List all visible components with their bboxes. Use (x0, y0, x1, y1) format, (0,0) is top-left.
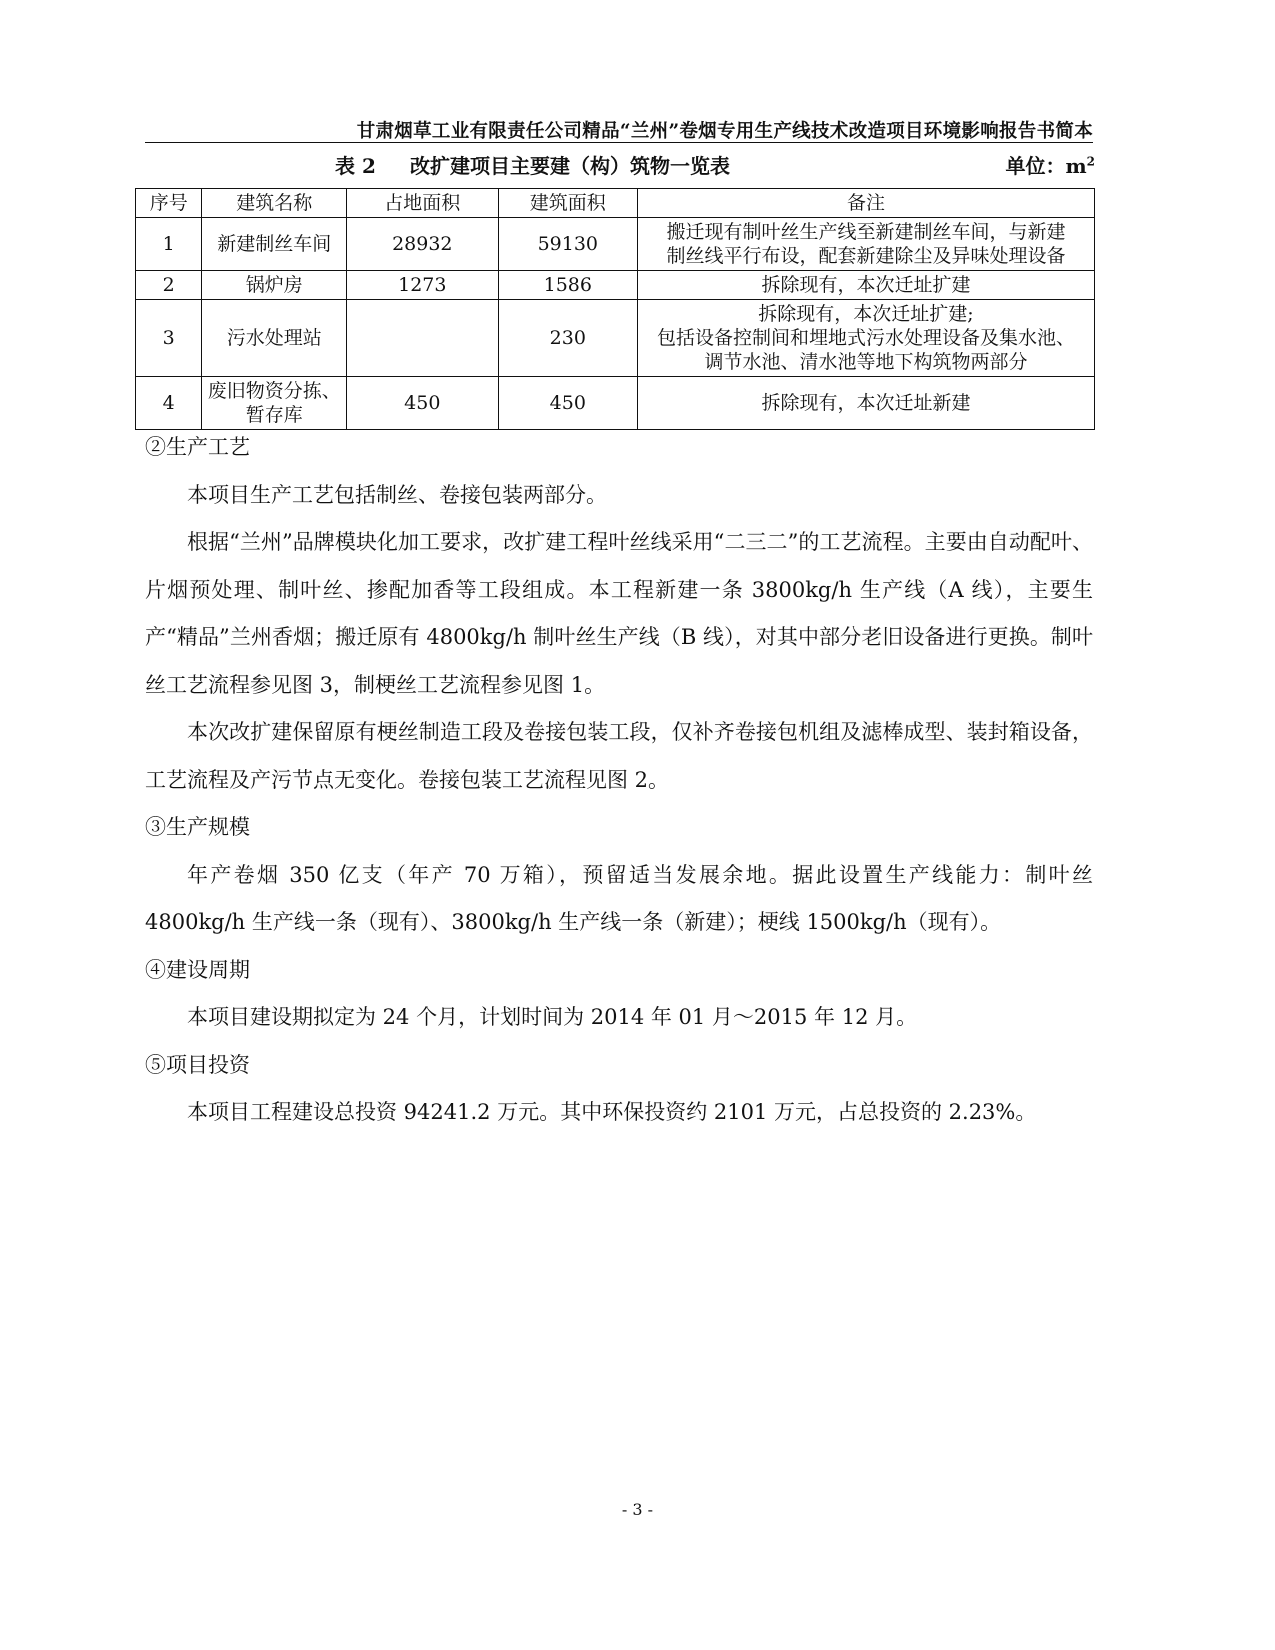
cell-building-name: 锅炉房 (202, 271, 347, 300)
cell-building-name: 污水处理站 (202, 300, 347, 377)
cell-building-area: 230 (498, 300, 637, 377)
table-unit (1005, 150, 1095, 179)
paragraph: 根据“兰州”品牌模块化加工要求，改扩建工程叶丝线采用“二三二”的工艺流程。主要由自动配叶、片烟预处理、制叶丝、掺配加香等工段组成。本工程新建一条 3800kg/h 生产线（A 线），主要生产“精品”兰州香烟；搬迁原有 4800kg/h 制叶丝生产线（B 线），对其中部分老旧设备进行更换。制叶丝工艺流程参见图 3，制梗丝工艺流程参见图 1。 (145, 530, 1093, 697)
cell-building-area: 450 (498, 377, 637, 430)
cell-land-area: 1273 (347, 271, 499, 300)
cell-remark (637, 377, 1094, 430)
page-number: - 3 - (621, 1500, 654, 1519)
paragraph: 本项目建设期拟定为 24 个月，计划时间为 2014 年 01 月～2015 年 12 月。 (187, 1005, 918, 1029)
column-header: 序号 (136, 189, 202, 218)
cell-remark (637, 300, 1094, 377)
cell-building-name-line: 暂存库 (245, 404, 303, 426)
cell-building-name-line: 废旧物资分拣、 (207, 380, 341, 402)
table-header-row (136, 189, 1095, 218)
header-rule (145, 142, 1093, 143)
cell-remark-line: 拆除现有，本次迁址新建 (761, 392, 971, 414)
paragraph: 本项目工程建设总投资 94241.2 万元。其中环保投资约 2101 万元，占总投资的 2.23%。 (187, 1100, 1037, 1124)
table-row (136, 377, 1095, 430)
cell-remark-line: 拆除现有，本次迁址扩建 (761, 274, 971, 296)
section-heading: ④建设周期 (145, 957, 250, 982)
building-table (135, 188, 1095, 430)
paragraph: 本项目生产工艺包括制丝、卷接包装两部分。 (187, 482, 607, 507)
cell-number: 4 (136, 377, 202, 430)
page-header: 甘肃烟草工业有限责任公司精品“兰州”卷烟专用生产线技术改造项目环境影响报告书简本 (356, 121, 1093, 142)
cell-building-area: 1586 (498, 271, 637, 300)
cell-building-area: 59130 (498, 218, 637, 271)
column-header: 建筑名称 (202, 189, 347, 218)
cell-remark (637, 271, 1094, 300)
cell-number: 1 (136, 218, 202, 271)
section-heading: ③生产规模 (145, 815, 250, 839)
table-row (136, 300, 1095, 377)
section-heading: ⑤项目投资 (145, 1052, 250, 1077)
table-body (136, 218, 1095, 430)
table-title: 改扩建项目主要建（构）筑物一览表 (410, 154, 730, 178)
cell-remark-line: 制丝线平行布设，配套新建除尘及异味处理设备 (666, 245, 1066, 267)
column-header: 备注 (637, 189, 1094, 218)
cell-land-area: 450 (347, 377, 499, 430)
column-header: 建筑面积 (498, 189, 637, 218)
cell-number: 2 (136, 271, 202, 300)
cell-remark (637, 218, 1094, 271)
cell-land-area: 28932 (347, 218, 499, 271)
cell-building-name (202, 377, 347, 430)
cell-land-area (347, 300, 499, 377)
table-row (136, 271, 1095, 300)
cell-remark-line: 搬迁现有制叶丝生产线至新建制丝车间，与新建 (666, 221, 1066, 243)
unit-text: 单位：m (1005, 154, 1087, 178)
cell-number: 3 (136, 300, 202, 377)
unit-superscript: 2 (1086, 154, 1095, 169)
table-label: 表 2 (335, 154, 376, 178)
table-row (136, 218, 1095, 271)
cell-remark-line: 拆除现有，本次迁址扩建; (758, 303, 974, 325)
paragraph: 年产卷烟 350 亿支（年产 70 万箱），预留适当发展余地。据此设置生产线能力：制叶丝 4800kg/h 生产线一条（现有）、3800kg/h 生产线一条（新建）；梗线 1500kg/h（现有）。 (145, 862, 1093, 934)
body-text (145, 424, 1093, 1137)
paragraph: 本次改扩建保留原有梗丝制造工段及卷接包装工段，仅补齐卷接包机组及滤棒成型、装封箱设备，工艺流程及产污节点无变化。卷接包装工艺流程见图 2。 (145, 720, 1093, 792)
column-header: 占地面积 (347, 189, 499, 218)
cell-remark-line: 调节水池、清水池等地下构筑物两部分 (704, 351, 1028, 373)
cell-building-name: 新建制丝车间 (202, 218, 347, 271)
table-caption (135, 150, 1095, 180)
section-heading: ②生产工艺 (145, 435, 250, 459)
cell-remark-line: 包括设备控制间和埋地式污水处理设备及集水池、 (656, 327, 1075, 349)
